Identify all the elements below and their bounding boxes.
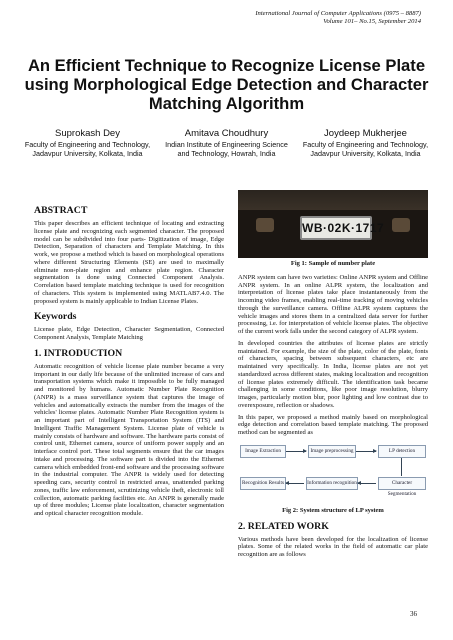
- lp-detection-box: LP detection: [378, 445, 426, 458]
- paragraph-proposed-method: In this paper, we proposed a method mainly based on morphological edge detection and correlation based template matching. The proposed method can be segmented as: [238, 413, 428, 436]
- author-affiliation: Indian Institute of Engineering Science and Technology, Howrah, India: [165, 140, 288, 159]
- keywords-heading: Keywords: [34, 311, 77, 323]
- journal-volume: Volume 101– No.15, September 2014: [323, 18, 421, 25]
- author-1: [20, 128, 155, 158]
- left-column: [34, 205, 224, 522]
- author-affiliation: Faculty of Engineering and Technology, Jadavpur University, Kolkata, India: [24, 140, 151, 159]
- arrow-extraction-to-preprocessing: [286, 451, 306, 452]
- introduction-heading: 1. INTRODUCTION: [34, 347, 123, 359]
- right-lamp-shape: [392, 218, 410, 232]
- introduction-text: Automatic recognition of vehicle license plate number became a very important in our daily life because of the unlimited increase of cars and transportation systems which make it impossible to be fully managed and monitored by humans. Automatic Number Plate Recognition (ANPR) is a mass surveillance system that captures the image of vehicles and automatically extracts the number from the images of the vehicles' license plates. Automatic Number Plate Recognition system is an important part of Intelligent Transportation System (ITS) and Intelligent Traffic Management System. License plate of vehicle is mainly consists of hardware and software. The hardware parts consist of control unit, Ethernet camera, source of uniform power supply and an interface control port. These total segments ensure that the car images intake and processing. The software part is divided into the Ethernet camera which embedded front-end software and the processing software in the industrial computer. The ANPR is widely used for detecting speeding cars, security control in restricted areas, unattended parking zones, traffic law enforcement, scrutinizing vehicle theft, electronic toll collection, automatic parking facilities etc. An ANPR is generally made up of three modules; License plate localization, character segmentation and optical character recognition module.: [34, 362, 224, 517]
- figure-2-caption: Fig 2: System structure of LP system: [282, 506, 384, 514]
- paragraph-anpr-varieties: ANPR system can have two varieties: Online ANPR system and Offline ANPR system. In an online ALPR system, the localization and interpretation of license plates take place instantaneously from the incoming video frames, enabling real-time tracking of moving vehicles through the surveillance camera. Offline ALPR system captures the vehicle images and stores them in a centralized data server for further processing, i.e. for interpretation of vehicle license plates. The objective of the current work falls under the second category of ALPR system.: [238, 273, 428, 335]
- character-segmentation-box: Character Segmentation: [378, 477, 426, 490]
- page-number: 36: [410, 610, 417, 618]
- paragraph-developed-countries: In developed countries the attributes of license plates are strictly maintained. For example, the size of the plate, color of the plate, fonts of characters, spacing between subsequent characters, etc are maintained very specifically. In India, license plates are not yet standardized across different states, making localization and recognition of license plates extremely difficult. The identification task became challenging in some conditions, like poor image resolution, blurry images, particularly motion blur, poor lighting and low contrast due to overexposure, reflection or shadows.: [238, 339, 428, 409]
- arrow-preprocessing-to-detection: [356, 451, 376, 452]
- author-name: Suprokash Dey: [55, 128, 120, 139]
- number-plate-photo: [238, 190, 428, 258]
- author-2: [159, 128, 294, 158]
- arrow-information-to-results: [286, 483, 304, 484]
- figure-1-caption: Fig 1: Sample of number plate: [290, 260, 376, 267]
- abstract-heading: ABSTRACT: [34, 205, 88, 216]
- right-column: [238, 190, 428, 563]
- journal-name: International Journal of Computer Applications (0975 – 8887): [255, 10, 421, 17]
- image-extraction-box: Image Extraction: [240, 445, 286, 458]
- abstract-text: This paper describes an efficient technique of locating and extracting license plate and recognizing each segmented character. The proposed model can be subdivided into four parts- Digitization of image, Edge Detection, Separation of characters and Template Matching. In this work, we propose a method which is based on morphological operations where different Structuring Elements (SE) are used to maximally eliminate non-plate region and enhance plate region. Character segmentation is done using Connected Component Analysis. Correlation based template matching technique is used for recognition of characters. This system is implemented using MATLAB7.4.0. The proposed system is mainly applicable to Indian License Plates.: [34, 220, 224, 305]
- journal-header: [255, 10, 421, 26]
- author-affiliation: Faculty of Engineering and Technology, Jadavpur University, Kolkata, India: [302, 140, 429, 159]
- related-work-heading: 2. RELATED WORK: [238, 520, 329, 532]
- author-name: Joydeep Mukherjee: [324, 128, 407, 139]
- keywords-text: License plate, Edge Detection, Character Segmentation, Connected Component Analysis, Template Matching: [34, 326, 224, 341]
- author-list: [20, 128, 433, 158]
- paper-title: An Efficient Technique to Recognize License Plate using Morphological Edge Detection and Character Matching Algorithm: [24, 56, 429, 113]
- left-lamp-shape: [256, 218, 274, 232]
- recognition-results-box: Recognition Results: [240, 477, 286, 490]
- image-preprocessing-box: Image preprocessing: [308, 445, 356, 458]
- information-recognition-box: Information recognition: [306, 477, 358, 490]
- arrow-segmentation-to-information: [358, 483, 376, 484]
- license-plate: WB·02K·1717: [300, 216, 372, 240]
- arrow-detection-to-segmentation: [401, 458, 402, 476]
- car-bumper-shape: [238, 190, 428, 210]
- system-structure-diagram: [238, 441, 428, 505]
- author-name: Amitava Choudhury: [184, 128, 269, 139]
- related-work-text: Various methods have been developed for the localization of license plates. Some of the related works in the field of automatic car plate recognition are as follows: [238, 535, 428, 558]
- author-3: [298, 128, 433, 158]
